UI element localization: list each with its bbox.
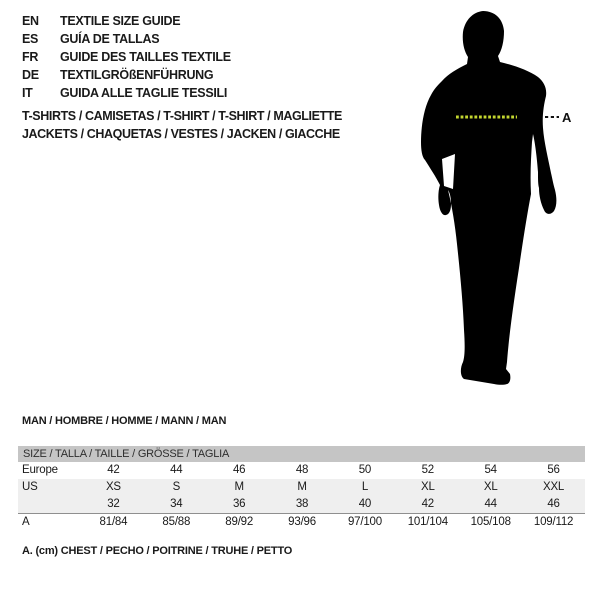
size-cell: 109/112: [533, 516, 574, 528]
size-cell: 54: [484, 464, 497, 476]
row-label: Europe: [22, 464, 58, 476]
size-cell: 44: [484, 498, 497, 510]
size-cell: L: [361, 481, 369, 493]
guide-title: GUÍA DE TALLAS: [60, 32, 160, 46]
size-cell: S: [172, 481, 181, 493]
size-cell: XL: [483, 481, 498, 493]
size-cell: 81/84: [99, 516, 128, 528]
language-row-es: [22, 30, 231, 48]
table-row-europe: [18, 462, 585, 479]
garment-line-jackets: JACKETS / CHAQUETAS / VESTES / JACKEN / GIACCHE: [22, 127, 340, 141]
guide-title: TEXTILGRÖßENFÜHRUNG: [60, 68, 214, 82]
row-label: A: [22, 516, 30, 528]
row-label: [18, 496, 82, 513]
language-code: FR: [22, 50, 39, 64]
size-cell: 101/104: [407, 516, 448, 528]
language-code: IT: [22, 86, 33, 100]
language-code: EN: [22, 14, 39, 28]
language-code: ES: [22, 32, 39, 46]
size-cell: 97/100: [347, 516, 382, 528]
size-cell: M: [297, 481, 307, 493]
size-cell: 85/88: [162, 516, 191, 528]
size-cell: 93/96: [288, 516, 316, 528]
table-row-chest-a: [18, 513, 585, 530]
size-cell: 42: [107, 464, 120, 476]
language-row-it: [22, 84, 231, 102]
size-cell: 42: [421, 498, 435, 510]
size-cell: XL: [420, 481, 435, 493]
size-cell: 36: [232, 498, 246, 510]
size-cell: 52: [421, 464, 435, 476]
table-row-us: [18, 479, 585, 496]
garment-line-tshirts: T-SHIRTS / CAMISETAS / T-SHIRT / T-SHIRT / MAGLIETTE: [22, 109, 342, 123]
table-row-uk: [18, 496, 585, 513]
size-cell: 32: [107, 498, 120, 510]
size-table: [18, 446, 585, 530]
row-label: US: [22, 481, 38, 493]
measurement-footnote: A. (cm) CHEST / PECHO / POITRINE / TRUHE / PETTO: [22, 545, 293, 557]
language-title-list: [22, 12, 231, 102]
language-row-fr: [22, 48, 231, 66]
size-cell: 105/108: [470, 516, 511, 528]
garment-type-list: [22, 107, 342, 143]
man-silhouette: [421, 11, 556, 385]
size-cell: M: [234, 481, 244, 493]
guide-title: TEXTILE SIZE GUIDE: [60, 14, 181, 28]
size-cell: 50: [358, 464, 372, 476]
size-cell: 34: [170, 498, 183, 510]
guide-title: GUIDA ALLE TAGLIE TESSILI: [60, 86, 228, 100]
section-title-man: MAN / HOMBRE / HOMME / MANN / MAN: [22, 415, 227, 427]
size-cell: 56: [547, 464, 560, 476]
size-cell: 44: [170, 464, 183, 476]
language-code: DE: [22, 68, 39, 82]
size-cell: 48: [295, 464, 309, 476]
size-cell: 46: [547, 498, 560, 510]
man-silhouette-svg: [410, 0, 575, 390]
size-table-header: SIZE / TALLA / TAILLE / GRÖSSE / TAGLIA: [18, 446, 585, 462]
language-row-en: [22, 12, 231, 30]
size-cell: XXL: [542, 481, 565, 493]
man-silhouette-figure: [410, 0, 575, 390]
guide-title: GUIDE DES TAILLES TEXTILE: [60, 50, 231, 64]
measure-label-a: A: [562, 110, 572, 125]
size-cell: 89/92: [225, 516, 254, 528]
language-row-de: [22, 66, 231, 84]
size-cell: 46: [232, 464, 246, 476]
size-cell: 40: [358, 498, 372, 510]
size-cell: 38: [295, 498, 309, 510]
size-cell: XS: [105, 481, 121, 493]
